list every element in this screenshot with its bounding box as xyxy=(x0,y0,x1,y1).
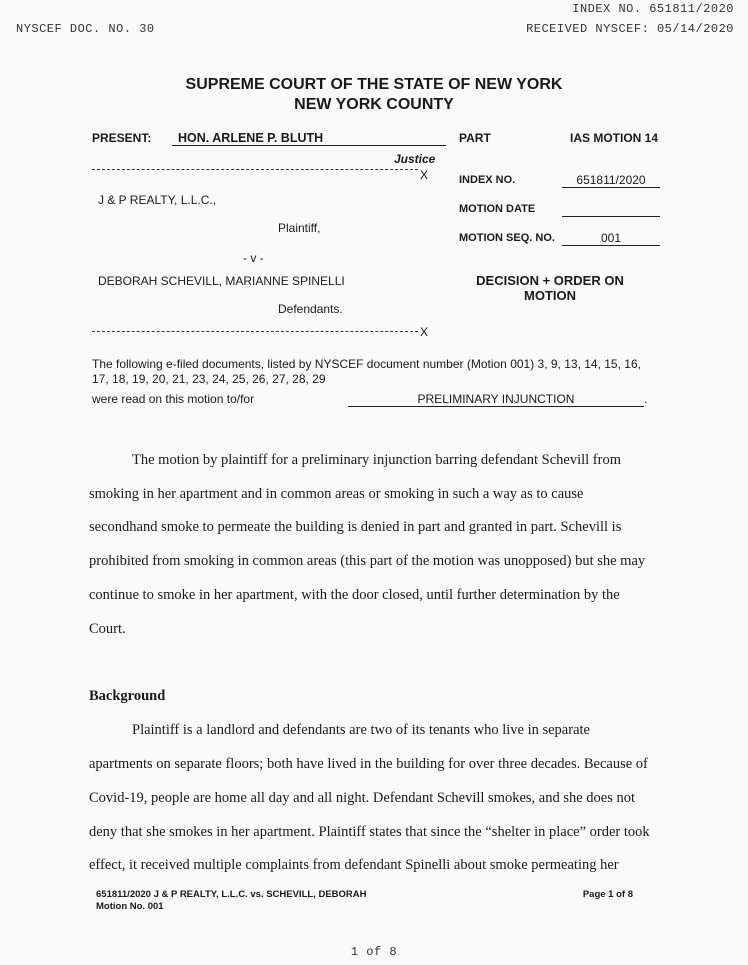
paragraph-1-line: Court. xyxy=(89,621,126,637)
filed-documents-line-1: The following e-filed documents, listed by NYSCEF document number (Motion 001) 3, 9, 13, 14, 15, 16, xyxy=(92,357,641,371)
page-count: 1 of 8 xyxy=(350,945,398,959)
paragraph-2-line: apartments on separate floors; both have lived in the building for over three decades. Because of xyxy=(89,756,648,772)
footer-page-label: Page 1 of 8 xyxy=(582,889,633,900)
motion-date-label: MOTION DATE xyxy=(459,203,536,215)
motion-seq-label: MOTION SEQ. NO. xyxy=(459,232,555,244)
footer-case-line: 651811/2020 J & P REALTY, L.L.C. vs. SCHEVILL, DEBORAH xyxy=(96,889,367,900)
decision-title: DECISION + ORDER ON xyxy=(476,273,624,288)
motion-type-period: . xyxy=(644,392,648,406)
motion-date-value xyxy=(562,202,660,217)
paragraph-2-line: Covid-19, people are home all day and all night. Defendant Schevill smokes, and she does not xyxy=(89,790,636,806)
index-label: INDEX NO. xyxy=(459,174,516,186)
filed-documents-line-2: 17, 18, 19, 20, 21, 23, 24, 25, 26, 27, 28, 29 xyxy=(92,372,326,386)
motion-type: PRELIMINARY INJUNCTION xyxy=(348,392,644,407)
paragraph-1-line: smoking in her apartment and in common areas or smoking in such a way as to cause xyxy=(89,486,584,502)
plaintiff-name: J & P REALTY, L.L.C., xyxy=(98,193,217,207)
plaintiff-label: Plaintiff, xyxy=(278,221,321,235)
nyscef-doc-number: NYSCEF DOC. NO. 30 xyxy=(16,22,155,36)
paragraph-1-line: prohibited from smoking in common areas (this part of the motion was unopposed) but she may xyxy=(89,553,646,569)
defendants-label: Defendants. xyxy=(278,302,343,316)
caption-separator-bottom xyxy=(92,331,418,332)
present-label: PRESENT: xyxy=(92,131,152,145)
caption-separator-bottom-x: X xyxy=(420,325,429,339)
caption-separator-x: X xyxy=(420,168,429,182)
paragraph-1-line: The motion by plaintiff for a preliminary injunction barring defendant Schevill from xyxy=(132,452,621,468)
motion-seq-value: 001 xyxy=(562,231,660,246)
paragraph-1-line: secondhand smoke to permeate the building is denied in part and granted in part. Schevill is xyxy=(89,519,622,535)
background-heading: Background xyxy=(89,688,166,704)
decision-subtitle: MOTION xyxy=(524,288,576,303)
index-value: 651811/2020 xyxy=(562,173,660,188)
justice-name: HON. ARLENE P. BLUTH xyxy=(172,131,446,146)
county-title: NEW YORK COUNTY xyxy=(294,96,454,113)
footer-motion-line: Motion No. 001 xyxy=(96,901,164,912)
paragraph-2-line: deny that she smokes in her apartment. Plaintiff states that since the “shelter in place” order took xyxy=(89,824,650,840)
received-date: RECEIVED NYSCEF: 05/14/2020 xyxy=(526,22,734,36)
defendants-names: DEBORAH SCHEVILL, MARIANNE SPINELLI xyxy=(98,274,345,288)
court-title: SUPREME COURT OF THE STATE OF NEW YORK xyxy=(185,76,563,93)
part-label: PART xyxy=(459,131,491,145)
caption-separator-top xyxy=(92,169,418,170)
read-on-motion-label: were read on this motion to/for xyxy=(92,392,255,406)
index-number-header: INDEX NO. 651811/2020 xyxy=(572,2,734,16)
paragraph-1-line: continue to smoke in her apartment, with the door closed, until further determination by the xyxy=(89,587,620,603)
part-value: IAS MOTION 14 xyxy=(570,131,659,145)
paragraph-2-line: effect, it received multiple complaints from defendant Spinelli about smoke permeating her xyxy=(89,857,619,873)
versus: - v - xyxy=(243,251,264,265)
paragraph-2-line: Plaintiff is a landlord and defendants are two of its tenants who live in separate xyxy=(132,722,590,738)
justice-label: Justice xyxy=(394,152,436,166)
